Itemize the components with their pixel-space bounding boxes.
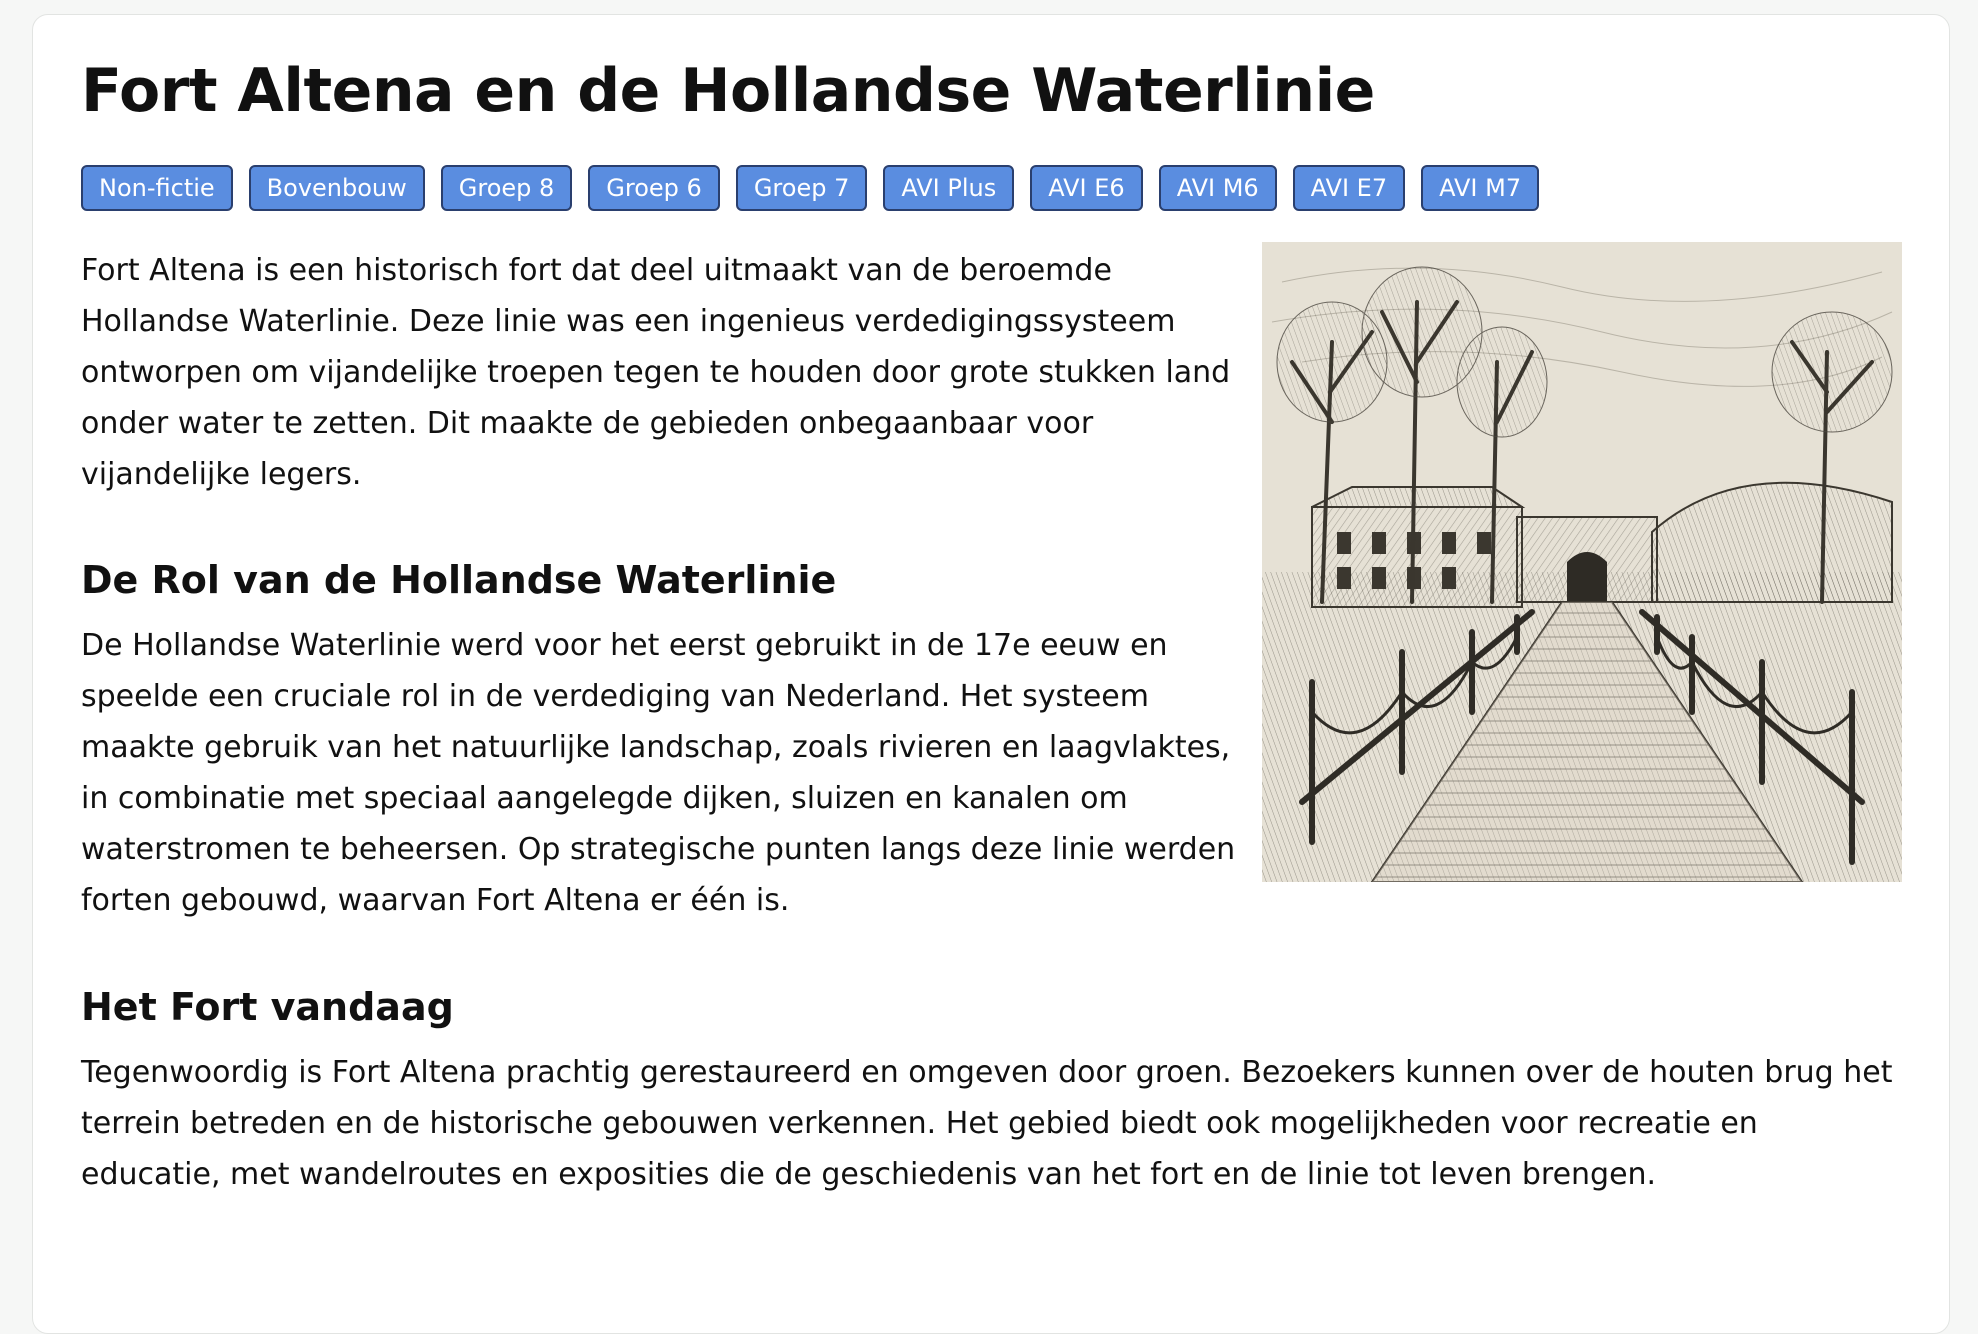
section-body-rol: De Hollandse Waterlinie werd voor het eerst gebruikt in de 17e eeuw en speelde een cruciale rol in de verdediging van Nederland. Het systeem maakte gebruik van het natuurlijke landschap, zoals rivieren en laagvlaktes, in combinatie met speciaal aangelegde dijken, sluizen en kanalen om waterstromen te beheersen. Op strategische punten langs deze linie werden forten gebouwd, waarvan Fort Altena er één is. [81, 628, 1236, 918]
tag-avi-m6[interactable]: AVI M6 [1159, 165, 1277, 211]
tag-bovenbouw[interactable]: Bovenbouw [249, 165, 425, 211]
tag-avi-plus[interactable]: AVI Plus [883, 165, 1014, 211]
article-card [32, 14, 1950, 1334]
tag-avi-e6[interactable]: AVI E6 [1030, 165, 1142, 211]
fort-sketch-drawing [1262, 242, 1902, 882]
tag-non-fictie[interactable]: Non-fictie [81, 165, 233, 211]
section-heading-fort-vandaag: Het Fort vandaag [81, 985, 454, 1029]
tag-groep-6[interactable]: Groep 6 [588, 165, 720, 211]
page-title: Fort Altena en de Hollandse Waterlinie [81, 56, 1375, 126]
tag-groep-8[interactable]: Groep 8 [441, 165, 573, 211]
tag-avi-m7[interactable]: AVI M7 [1421, 165, 1539, 211]
tag-avi-e7[interactable]: AVI E7 [1293, 165, 1405, 211]
tag-groep-7[interactable]: Groep 7 [736, 165, 868, 211]
section-body-fort-vandaag: Tegenwoordig is Fort Altena prachtig gerestaureerd en omgeven door groen. Bezoekers kunnen over de houten brug het terrein betreden en de historische gebouwen verkennen. Het gebied biedt ook mogelijkheden voor recreatie en educatie, met wandelroutes en exposities die de geschiedenis van het fort en de linie tot leven brengen. [81, 1055, 1893, 1192]
intro-paragraph: Fort Altena is een historisch fort dat deel uitmaakt van de beroemde Hollandse Waterlinie. Deze linie was een ingenieus verdedigingssysteem ontworpen om vijandelijke troepen tegen te houden door grote stukken land onder water te zetten. Dit maakte de gebieden onbegaanbaar voor vijandelijke legers. [81, 253, 1231, 492]
fort-bridge-illustration [1262, 242, 1902, 882]
section-heading-rol: De Rol van de Hollandse Waterlinie [81, 558, 837, 602]
tag-list [81, 165, 1539, 211]
